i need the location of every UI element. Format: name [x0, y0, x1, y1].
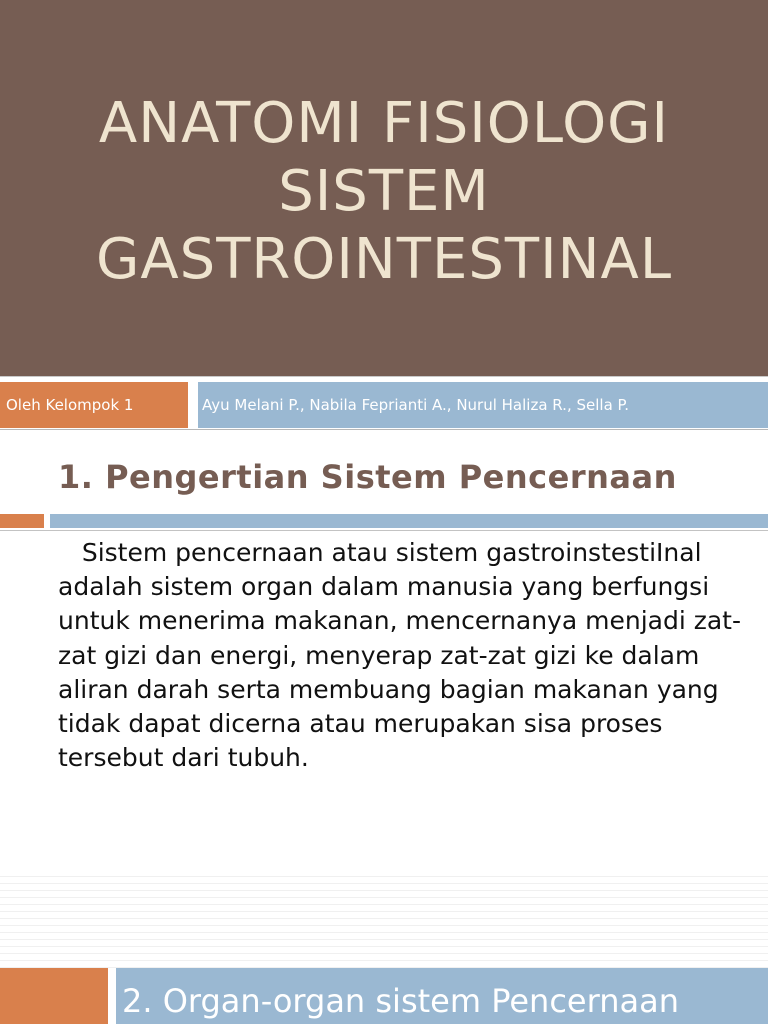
slide-heading: 2. Organ-organ sistem Pencernaan [116, 968, 768, 1024]
accent-bar-blue [50, 514, 768, 528]
slide-body-text [58, 536, 748, 775]
presentation-title: ANATOMI FISIOLOGI SISTEM GASTROINTESTINAL [95, 91, 673, 292]
subtitle-row [0, 382, 768, 428]
title-band [0, 0, 768, 376]
slide-definition [0, 432, 768, 968]
divider [0, 376, 768, 377]
slide-title [0, 0, 768, 432]
presenter-label: Oleh Kelompok 1 [0, 382, 188, 428]
slide-heading: 1. Pengertian Sistem Pencernaan [58, 458, 677, 496]
divider [0, 429, 768, 430]
accent-bar [0, 514, 768, 530]
background-stripes [0, 870, 768, 968]
slide-organs [0, 968, 768, 1024]
member-names: Ayu Melani P., Nabila Feprianti A., Nurul Haliza R., Sella P. [198, 382, 768, 428]
accent-bar-orange [0, 514, 44, 528]
body-paragraph: Sistem pencernaan atau sistem gastroinstestiInal adalah sistem organ dalam manusia yang berfungsi untuk menerima makanan, mencernanya menjadi zat-zat gizi dan energi, menyerap zat-zat gizi ke dalam aliran darah serta membuang bagian makanan yang tidak dapat dicerna atau merupakan sisa proses tersebut dari tubuh. [58, 538, 741, 773]
divider [0, 530, 768, 531]
accent-block-orange [0, 968, 108, 1024]
